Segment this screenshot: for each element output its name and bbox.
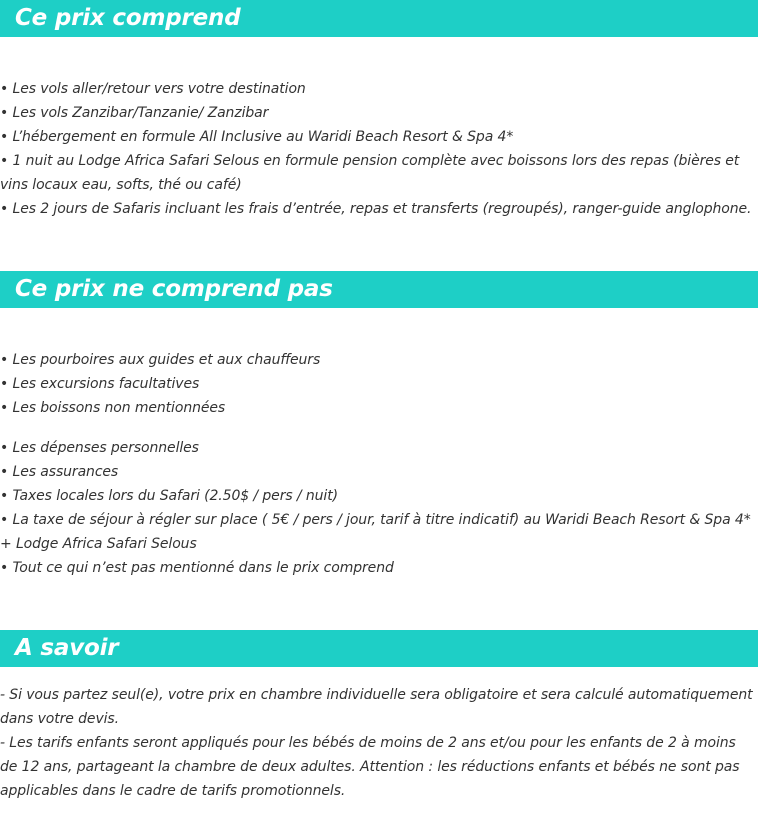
list-item: • Les excursions facultatives: [0, 372, 756, 396]
section-header-not-included: [0, 271, 758, 308]
list-item: • Taxes locales lors du Safari (2.50$ / pers / nuit): [0, 484, 756, 508]
list-item: • Tout ce qui n’est pas mentionné dans le prix comprend: [0, 556, 756, 580]
info-list: [0, 683, 756, 803]
list-item: • 1 nuit au Lodge Africa Safari Selous en formule pension complète avec boissons lors des repas (bières et vins locaux eau, softs, thé ou café): [0, 149, 756, 197]
list-item: • La taxe de séjour à régler sur place ( 5€ / pers / jour, tarif à titre indicatif) au Waridi Beach Resort & Spa 4* + Lodge Africa Safari Selous: [0, 508, 756, 556]
section-header-included: [0, 0, 758, 37]
section-header-info: [0, 630, 758, 667]
list-item: • Les pourboires aux guides et aux chauffeurs: [0, 348, 756, 372]
list-item: • L’hébergement en formule All Inclusive au Waridi Beach Resort & Spa 4*: [0, 125, 756, 149]
not-included-list-group-1: [0, 348, 756, 420]
list-item: • Les vols aller/retour vers votre destination: [0, 77, 756, 101]
included-list: [0, 77, 756, 221]
section-title-included: Ce prix comprend: [15, 5, 241, 31]
list-item: - Les tarifs enfants seront appliqués pour les bébés de moins de 2 ans et/ou pour les enfants de 2 à moins de 12 ans, partageant la chambre de deux adultes. Attention : les réductions enfants et bébés ne sont pas applicables dans le cadre de tarifs promotionnels.: [0, 735, 740, 799]
list-item: • Les assurances: [0, 460, 756, 484]
list-item: - Si vous partez seul(e), votre prix en chambre individuelle sera obligatoire et sera calculé automatiquement dans votre devis.: [0, 687, 753, 727]
list-item: • Les 2 jours de Safaris incluant les frais d’entrée, repas et transferts (regroupés), ranger-guide anglophone.: [0, 197, 756, 221]
section-title-info: A savoir: [15, 635, 119, 661]
list-item: • Les dépenses personnelles: [0, 436, 756, 460]
list-item: • Les boissons non mentionnées: [0, 396, 756, 420]
list-item: • Les vols Zanzibar/Tanzanie/ Zanzibar: [0, 101, 756, 125]
not-included-list-group-2: [0, 436, 756, 580]
section-title-not-included: Ce prix ne comprend pas: [15, 276, 333, 302]
